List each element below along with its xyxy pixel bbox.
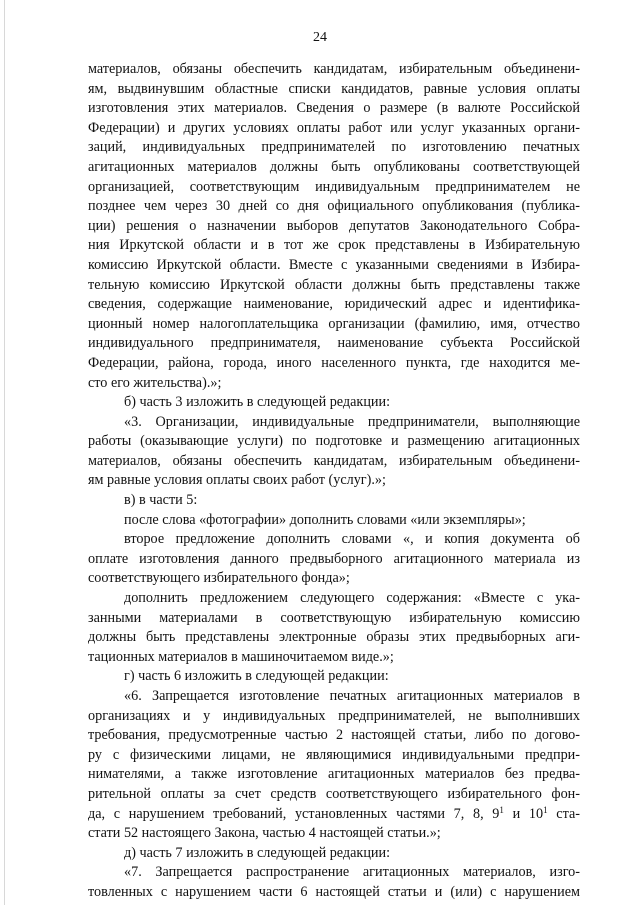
text-line: ния Иркутской области и в тот же срок представлены в Избирательную (88, 237, 580, 254)
text-line: занными материалами в соответствующую избирательную комиссию (88, 609, 580, 626)
text-line: ям, выдвинувшим областные списки кандидатов, равные условия оплаты (88, 80, 580, 97)
body-text (88, 60, 580, 903)
text-line: второе предложение дополнить словами «, и копия документа об (124, 531, 580, 548)
text-line: комиссию Иркутской области. Вместе с указанными сведениями в Избира- (88, 256, 580, 273)
text-line: позднее чем через 30 дней со дня официального опубликования (публика- (88, 198, 580, 215)
text-line: ру с физическими лицами, не являющимися индивидуальными предпри- (88, 746, 580, 763)
superscript: 1 (543, 804, 548, 815)
text-line: б) часть 3 изложить в следующей редакции: (124, 394, 391, 411)
text-line: агитационных материалов должны быть опубликованы соответствующей (88, 158, 580, 175)
text-line: оплате изготовления данного предвыборного агитационного материала из (88, 550, 580, 567)
text-line: дополнить предложением следующего содержания: «Вместе с ука- (124, 590, 580, 607)
text-line: организацией, соответствующим индивидуальным предпринимателем не (88, 178, 580, 195)
text-line: в) в части 5: (124, 492, 198, 509)
text-line: требования, предусмотренные частью 2 настоящей статьи, либо по догово- (88, 727, 580, 744)
text-line: тельную комиссию Иркутской области должны быть представлены также (88, 276, 580, 293)
text-line: товленных с нарушением части 6 настоящей статьи и (или) с нарушением (88, 883, 580, 900)
text-line: материалов, обязаны обеспечить кандидатам, избирательным объединени- (88, 452, 580, 469)
text-line: после слова «фотографии» дополнить словами «или экземпляры»; (124, 511, 526, 528)
text-segment: да, с нарушением требований, установленных частями 7, 8, 9 (88, 805, 500, 822)
text-line: д) часть 7 изложить в следующей редакции: (124, 844, 391, 861)
text-line: сведения, содержащие наименование, юридический адрес и идентифика- (88, 296, 580, 313)
text-line: ции) решения о назначении выборов депутатов Законодательного Собра- (88, 217, 580, 234)
text-line: заций, индивидуальных предпринимателей по изготовлению печатных (88, 139, 580, 156)
text-line: ям равные условия оплаты своих работ (услуг).»; (88, 472, 386, 489)
text-line: стати 52 настоящего Закона, частью 4 настоящей статьи.»; (88, 825, 441, 842)
scan-edge (4, 0, 5, 905)
text-line: Федерации) и других условиях оплаты работ или услуг указанных органи- (88, 119, 580, 136)
text-line: «6. Запрещается изготовление печатных агитационных материалов в (124, 688, 580, 704)
text-segment: и 10 (503, 805, 544, 822)
text-line: рительной оплаты за счет средств соответствующего избирательного фон- (88, 785, 580, 802)
superscript: 1 (499, 804, 504, 815)
text-line-with-superscripts (88, 805, 580, 825)
text-segment: ста- (547, 805, 580, 822)
text-line: Федерации, района, города, иного населенного пункта, где находится ме- (88, 354, 580, 371)
text-line: сто его жительства).»; (88, 374, 222, 391)
text-line: организациях и у индивидуальных предпринимателей, не выполнивших (88, 707, 580, 724)
text-line: г) часть 6 изложить в следующей редакции: (124, 668, 389, 685)
text-line: индивидуального предпринимателя, наименование субъекта Российской (88, 335, 580, 352)
text-line: работы (оказывающие услуги) по подготовке и размещению агитационных (88, 433, 580, 450)
text-line: изготовления этих материалов. Сведения о размере (в валюте Российской (88, 100, 580, 117)
text-line: «7. Запрещается распространение агитационных материалов, изго- (124, 864, 580, 881)
text-line: ционный номер налогоплательщика организации (фамилию, имя, отчество (88, 315, 580, 332)
page-number: 24 (313, 30, 327, 45)
text-line: нимателями, а также изготовление агитационных материалов без предва- (88, 766, 580, 783)
text-line: тационных материалов в машиночитаемом виде.»; (88, 648, 394, 665)
text-line: материалов, обязаны обеспечить кандидатам, избирательным объединени- (88, 61, 580, 77)
text-line: должны быть представлены электронные образы этих предвыборных аги- (88, 629, 580, 646)
text-line: соответствующего избирательного фонда»; (88, 570, 350, 587)
text-line: «3. Организации, индивидуальные предприниматели, выполняющие (124, 413, 580, 430)
